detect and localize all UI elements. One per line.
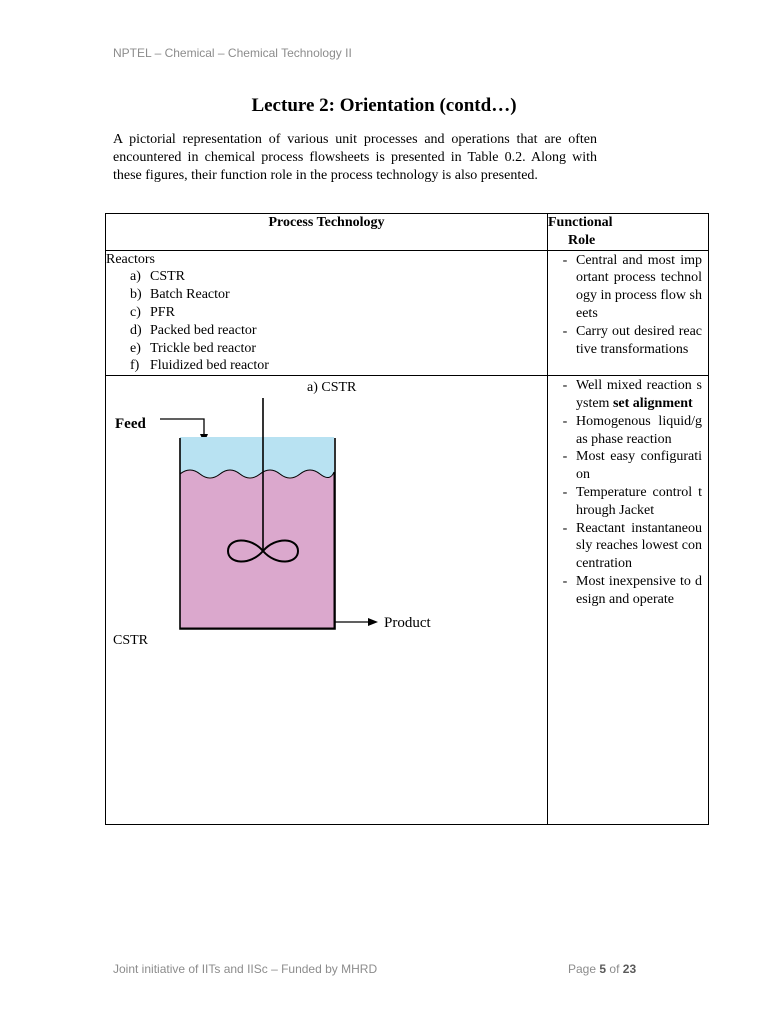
page-number: Page 5 of 23 — [568, 962, 637, 976]
reactors-role-list — [548, 251, 708, 361]
role-item: - Central and most important process technology in process flow sheets — [562, 252, 702, 321]
lecture-title: Lecture 2: Orientation (contd…) — [251, 95, 517, 116]
list-item: f) Fluidized bed reactor — [130, 358, 269, 374]
col-header-process-technology: Process Technology — [106, 214, 548, 251]
reactor-list — [106, 268, 547, 375]
table-header-row — [106, 214, 709, 251]
role-item: - Well mixed reaction system set alignment — [562, 378, 702, 411]
list-item: d) Packed bed reactor — [130, 322, 257, 338]
role-item: - Carry out desired reactive transformations — [562, 323, 702, 357]
role-item: - Reactant instantaneously reaches lowest concentration — [562, 520, 702, 572]
role-item: - Homogenous liquid/gas phase reaction — [562, 413, 702, 447]
reactors-role-cell — [548, 250, 709, 376]
list-item: a) CSTR — [130, 269, 186, 285]
footer-credit: Joint initiative of IITs and IISc – Funded by MHRD — [113, 962, 378, 976]
list-item: e) Trickle bed reactor — [130, 340, 256, 356]
role-item: - Temperature control through Jacket — [562, 484, 702, 518]
cstr-role-list — [548, 376, 708, 610]
reactors-cell — [106, 250, 548, 376]
role-item: - Most easy configuration — [562, 449, 702, 483]
feed-label: Feed — [115, 416, 146, 433]
liquid — [180, 470, 334, 628]
process-technology-table — [105, 213, 709, 825]
reactor-tank — [180, 437, 335, 629]
cstr-diagram-cell — [106, 376, 548, 825]
page-header: NPTEL – Chemical – Chemical Technology II — [113, 46, 352, 60]
cstr-caption: a) CSTR — [307, 380, 357, 396]
cstr-label: CSTR — [113, 633, 149, 649]
table-row-reactors — [106, 250, 709, 376]
product-label: Product — [384, 615, 431, 632]
cstr-diagram — [108, 386, 448, 646]
role-item: - Most inexpensive to design and operate — [562, 573, 702, 607]
col-header-line-1: Functional — [548, 215, 613, 230]
col-header-line-2: Role — [568, 232, 596, 248]
list-item: c) PFR — [130, 304, 175, 320]
intro-paragraph: A pictorial representation of various unit processes and operations that are often encountered in chemical process flowsheets is presented in Table 0.2. Along with these figures, their function role in the process technology is also presented. — [113, 132, 597, 183]
col-header-functional-role — [548, 214, 709, 251]
cstr-role-cell — [548, 376, 709, 825]
reactors-heading: Reactors — [106, 251, 155, 267]
product-arrow — [335, 618, 378, 626]
list-item: b) Batch Reactor — [130, 287, 230, 303]
table-row-cstr — [106, 376, 709, 825]
